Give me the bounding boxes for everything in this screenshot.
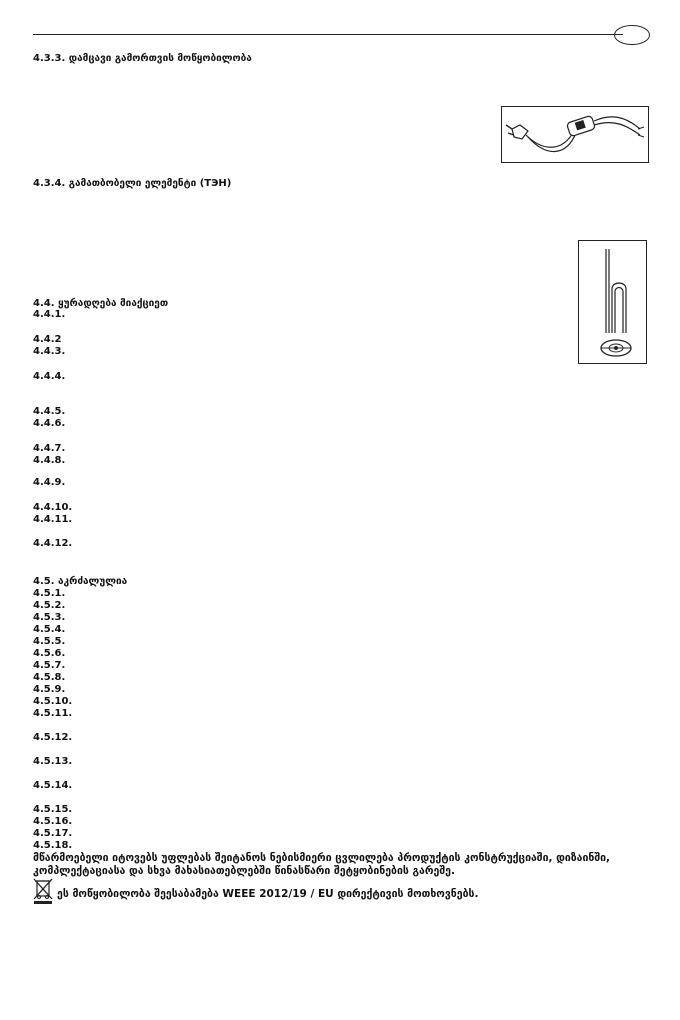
item-4-4-3: 4.4.3. bbox=[33, 346, 66, 357]
heading-4-3-3: 4.3.3. დამცავი გამორთვის მოწყობილობა bbox=[33, 53, 252, 64]
heading-4-3-4: 4.3.4. გამათბობელი ელემენტი (ТЭН) bbox=[33, 178, 232, 189]
item-4-4-9: 4.4.9. bbox=[33, 477, 66, 488]
item-4-5-12: 4.5.12. bbox=[33, 732, 73, 743]
item-4-5-14: 4.5.14. bbox=[33, 780, 73, 791]
item-4-5-17: 4.5.17. bbox=[33, 828, 73, 839]
weee-bin-icon bbox=[33, 878, 53, 904]
item-4-5-9: 4.5.9. bbox=[33, 684, 66, 695]
item-4-4-1: 4.4.1. bbox=[33, 309, 66, 320]
item-4-5-5: 4.5.5. bbox=[33, 636, 66, 647]
page-number-oval bbox=[614, 25, 650, 45]
item-4-5-15: 4.5.15. bbox=[33, 804, 73, 815]
item-4-4-7: 4.4.7. bbox=[33, 443, 66, 454]
item-4-4-2: 4.4.2 bbox=[33, 334, 62, 345]
item-4-4-5: 4.4.5. bbox=[33, 406, 66, 417]
rcd-cord-illustration bbox=[501, 106, 649, 163]
item-4-5-2: 4.5.2. bbox=[33, 600, 66, 611]
item-4-5-16: 4.5.16. bbox=[33, 816, 73, 827]
item-4-4-12: 4.4.12. bbox=[33, 538, 73, 549]
item-4-5-7: 4.5.7. bbox=[33, 660, 66, 671]
item-4-4-8: 4.4.8. bbox=[33, 455, 66, 466]
item-4-5-1: 4.5.1. bbox=[33, 588, 66, 599]
item-4-5-8: 4.5.8. bbox=[33, 672, 66, 683]
item-4-4-11: 4.4.11. bbox=[33, 514, 73, 525]
item-4-4-4: 4.4.4. bbox=[33, 371, 66, 382]
item-4-5-11: 4.5.11. bbox=[33, 708, 73, 719]
item-4-5-18: 4.5.18. bbox=[33, 840, 73, 851]
item-4-5-4: 4.5.4. bbox=[33, 624, 66, 635]
heading-4-5: 4.5. აკრძალულია bbox=[33, 576, 128, 587]
item-4-5-13: 4.5.13. bbox=[33, 756, 73, 767]
item-4-5-6: 4.5.6. bbox=[33, 648, 66, 659]
item-4-5-10: 4.5.10. bbox=[33, 696, 73, 707]
item-4-4-10: 4.4.10. bbox=[33, 502, 73, 513]
header-rule bbox=[33, 34, 623, 35]
item-4-5-3: 4.5.3. bbox=[33, 612, 66, 623]
weee-compliance-text: ეს მოწყობილობა შეესაბამება WEEE 2012/19 / EU დირექტივის მოთხოვნებს. bbox=[57, 888, 479, 900]
manufacturer-notice-line-1: მწარმოებელი იტოვებს უფლებას შეიტანოს ნებისმიერი ცვლილება პროდუქტის კონსტრუქციაში, დიზაინში, bbox=[33, 852, 611, 864]
heading-4-4: 4.4. ყურადღება მიაქციეთ bbox=[33, 298, 169, 309]
item-4-4-6: 4.4.6. bbox=[33, 418, 66, 429]
heating-element-illustration bbox=[578, 240, 647, 364]
manufacturer-notice-line-2: კომპლექტაციასა და სხვა მახასიათებლებში წინასწარი შეტყობინების გარეშე. bbox=[33, 865, 455, 877]
